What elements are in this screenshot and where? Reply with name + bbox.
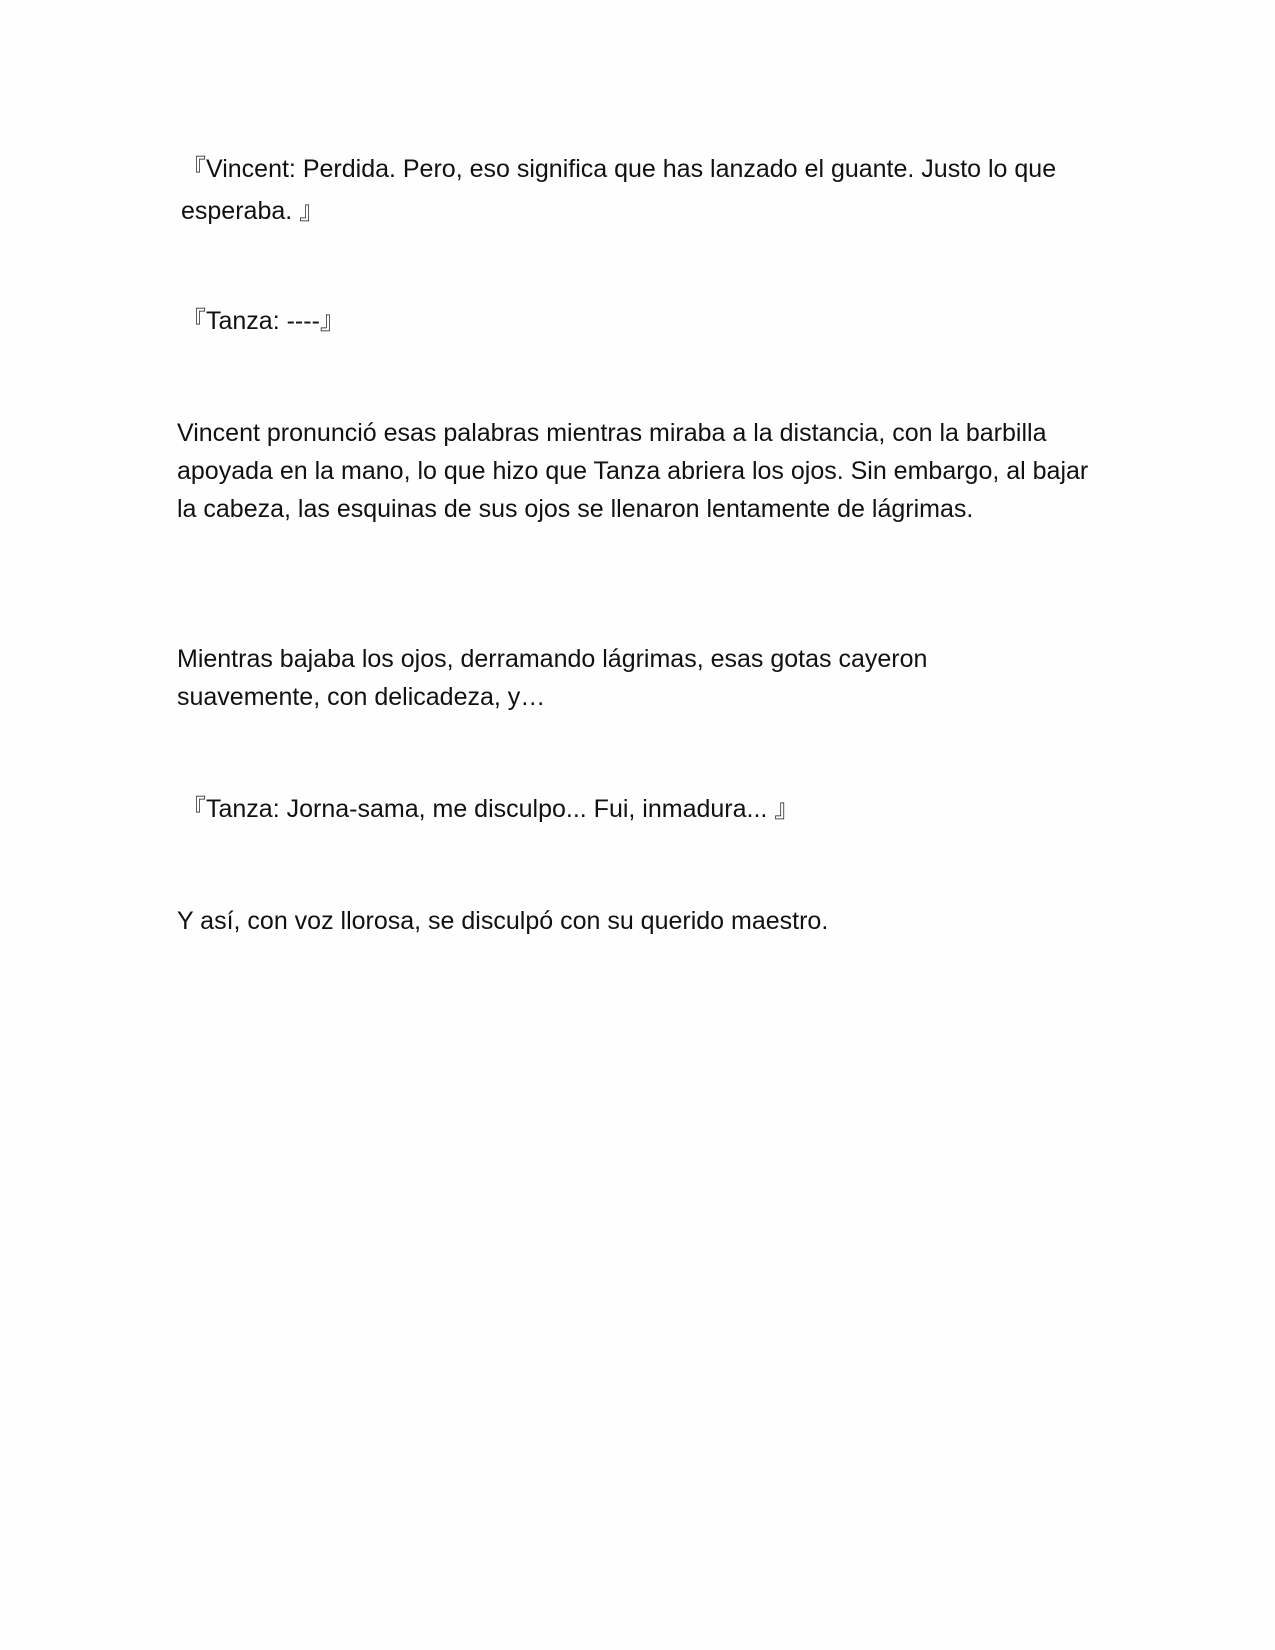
dialogue-tanza-apology: 『Tanza: Jorna-sama, me disculpo... Fui, inmadura... 』 [181, 795, 800, 823]
dialogue-tanza-silent: 『Tanza: ----』 [181, 307, 345, 335]
dialogue-vincent: 『Vincent: Perdida. Pero, eso significa que has lanzado el guante. Justo lo que esperaba. 』 [181, 155, 1064, 225]
narration-paragraph: Vincent pronunció esas palabras mientras miraba a la distancia, con la barbilla apoyada en la mano, lo que hizo que Tanza abriera los ojos. Sin embargo, al bajar la cabeza, las esquinas de sus ojos se llenaron lentamente de lágrimas. [177, 419, 1096, 523]
narration-paragraph: Y así, con voz llorosa, se disculpó con su querido maestro. [177, 907, 829, 935]
narration-paragraph: Mientras bajaba los ojos, derramando lágrimas, esas gotas cayeron suavemente, con delicadeza, y… [177, 645, 935, 711]
